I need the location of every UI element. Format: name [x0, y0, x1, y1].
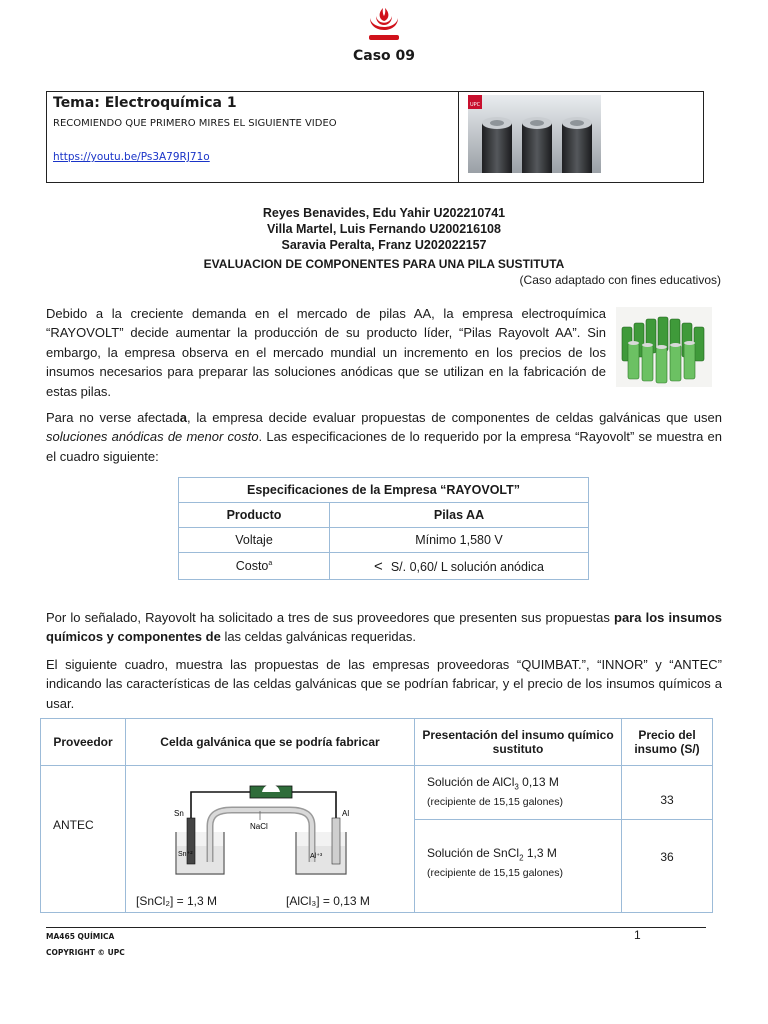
- alcl3-concentration: [AlCl₃] = 0,13 M: [286, 894, 370, 908]
- spec-cost-amount: S/. 0,60/ L solución anódica: [390, 559, 544, 574]
- electrode-al-label: Al: [342, 809, 350, 818]
- paragraph-evaluation: [46, 408, 722, 466]
- paragraph-proposals: El siguiente cuadro, muestra las propuestas de las empresas proveedoras “QUIMBAT.”, “INNOR” y “ANTEC” indicando las características de las celdas galvánicas que se podrían fabricar, y el precio de los insumos químicos a usar.: [46, 657, 722, 711]
- p3-text-1: Por lo señalado, Rayovolt ha solicitado a tres de sus proveedores que presenten sus propuestas: [46, 610, 615, 625]
- spec-table: [178, 477, 589, 580]
- topic-title: Tema: Electroquímica 1: [53, 95, 237, 111]
- input-sncl2-conc: 1,3 M: [523, 846, 557, 861]
- paragraph-request: [46, 608, 722, 647]
- upc-logo: [366, 8, 402, 42]
- spec-header-product: Producto: [179, 503, 330, 528]
- p2-bold: a: [179, 410, 187, 425]
- provider-name: ANTEC: [41, 766, 126, 913]
- input-alcl3: [415, 766, 622, 820]
- thumbnail-logo-text: UPC: [470, 102, 481, 108]
- green-batteries-image: [616, 307, 712, 387]
- spec-voltage-label: Voltaje: [179, 528, 330, 553]
- author-3: Saravia Peralta, Franz U202022157: [281, 238, 487, 252]
- input-alcl3-container: (recipiente de 15,15 galones): [427, 795, 564, 808]
- input-alcl3-sub: 3: [514, 782, 519, 792]
- sncl2-concentration: [SnCl₂] = 1,3 M: [136, 894, 218, 908]
- p2-text-2: , la empresa decide evaluar propuestas de componentes de celdas galvánicas que usen: [186, 410, 722, 425]
- less-than-symbol: <: [374, 557, 383, 575]
- spec-cost-footnote: a: [268, 559, 273, 567]
- header-provider: Proveedor: [41, 719, 126, 766]
- paragraph-intro: Debido a la creciente demanda en el mercado de pilas AA, la empresa electroquímica “RAYOVOLT” decide aumentar la producción de su producto líder, “Pilas Rayovolt AA”. Sin embargo, la empresa observa en el mercado mundial un incremento en los precios de los insumos necesarios para preparar las soluciones anódicas que se utilizan en la fabricación de estas pilas.: [46, 306, 606, 399]
- price-alcl3: 33: [622, 766, 713, 820]
- provider-table: [40, 718, 713, 913]
- p3-bold: para los insumos químicos y componentes de: [46, 610, 722, 645]
- case-title: Caso 09: [352, 48, 416, 64]
- input-sncl2-name: Solución de SnCl: [427, 846, 520, 861]
- spec-cost-text: Costo: [235, 559, 269, 573]
- galvanic-cell-diagram: [166, 780, 366, 880]
- p2-italic: soluciones anódicas de menor costo: [46, 429, 259, 445]
- spec-cost-label: [179, 553, 330, 580]
- video-recommendation: RECOMIENDO QUE PRIMERO MIRES EL SIGUIENTE VIDEO: [53, 118, 337, 129]
- input-sncl2: [415, 820, 622, 913]
- input-alcl3-name: Solución de AlCl: [427, 775, 515, 790]
- sn-ion-label: Sn⁺²: [178, 851, 193, 858]
- footer-copyright: COPYRIGHT © UPC: [46, 948, 125, 957]
- topic-box: [46, 91, 704, 183]
- author-1: Reyes Benavides, Edu Yahir U202210741: [262, 206, 506, 220]
- price-sncl2: 36: [622, 820, 713, 913]
- spec-cost-value: [330, 553, 589, 580]
- input-sncl2-container: (recipiente de 15,15 galones): [427, 866, 564, 879]
- spec-voltage-value: Mínimo 1,580 V: [330, 528, 589, 553]
- video-link[interactable]: https://youtu.be/Ps3A79RJ71o: [53, 151, 210, 163]
- case-heading: EVALUACION DE COMPONENTES PARA UNA PILA SUSTITUTA: [203, 257, 565, 271]
- footer-course: MA465 QUÍMICA: [46, 932, 115, 941]
- p2-text-3: . Las especificaciones de lo requerido por la empresa “Rayovolt” se muestra en el cuadro siguiente:: [46, 429, 722, 464]
- galvanic-cell-cell: [126, 766, 415, 913]
- header-cell: Celda galvánica que se podría fabricar: [126, 719, 415, 766]
- topic-info: [47, 92, 459, 182]
- p2-text-1: Para no verse afectad: [46, 410, 180, 425]
- spec-table-title: Especificaciones de la Empresa “RAYOVOLT”: [179, 478, 589, 503]
- footer-divider: [46, 927, 706, 928]
- header-price: Precio del insumo (S/): [622, 719, 713, 766]
- input-sncl2-sub: 2: [519, 853, 524, 863]
- author-2: Villa Martel, Luis Fernando U200216108: [267, 222, 501, 236]
- spec-header-value: Pilas AA: [330, 503, 589, 528]
- video-thumbnail[interactable]: [468, 95, 601, 173]
- electrode-sn-label: Sn: [174, 809, 184, 818]
- input-alcl3-conc: 0,13 M: [518, 775, 559, 790]
- salt-bridge-label: NaCl: [250, 822, 268, 831]
- case-note: (Caso adaptado con fines educativos): [519, 273, 721, 287]
- al-ion-label: Al⁺³: [310, 853, 323, 860]
- p3-text-2: las celdas galvánicas requeridas.: [220, 629, 416, 645]
- header-input: Presentación del insumo químico sustituto: [415, 719, 622, 766]
- page-number: 1: [634, 928, 641, 942]
